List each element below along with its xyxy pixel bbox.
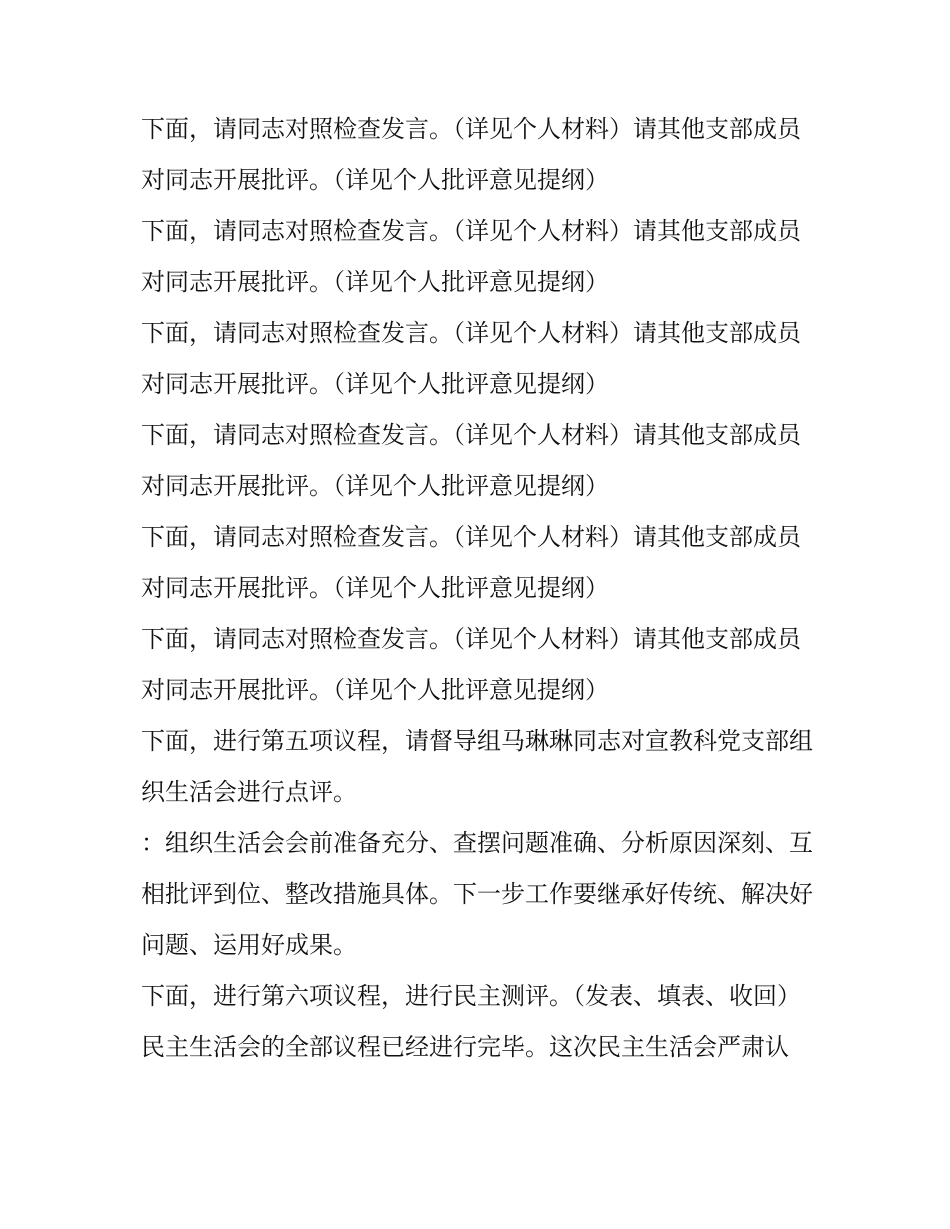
paragraph-agenda-item-5: 下面，进行第五项议程，请督导组马琳琳同志对宣教科党支部组织生活会进行点评。 bbox=[141, 727, 813, 806]
document-body bbox=[141, 104, 821, 1073]
paragraph-self-review-1: 下面，请同志对照检查发言。（详见个人材料）请其他支部成员对同志开展批评。（详见个人批评意见提纲） bbox=[141, 115, 801, 194]
paragraph-self-review-3: 下面，请同志对照检查发言。（详见个人材料）请其他支部成员对同志开展批评。（详见个人批评意见提纲） bbox=[141, 319, 801, 398]
paragraph-closing: 民主生活会的全部议程已经进行完毕。这次民主生活会严肃认 bbox=[141, 1033, 789, 1061]
paragraph-self-review-4: 下面，请同志对照检查发言。（详见个人材料）请其他支部成员对同志开展批评。（详见个人批评意见提纲） bbox=[141, 421, 801, 500]
paragraph-self-review-5: 下面，请同志对照检查发言。（详见个人材料）请其他支部成员对同志开展批评。（详见个人批评意见提纲） bbox=[141, 523, 801, 602]
paragraph-self-review-2: 下面，请同志对照检查发言。（详见个人材料）请其他支部成员对同志开展批评。（详见个人批评意见提纲） bbox=[141, 217, 801, 296]
paragraph-review-comments: ：组织生活会会前准备充分、查摆问题准确、分析原因深刻、互相批评到位、整改措施具体。下一步工作要继承好传统、解决好问题、运用好成果。 bbox=[141, 829, 813, 959]
paragraph-self-review-6: 下面，请同志对照检查发言。（详见个人材料）请其他支部成员对同志开展批评。（详见个人批评意见提纲） bbox=[141, 625, 801, 704]
paragraph-agenda-item-6: 下面，进行第六项议程，进行民主测评。（发表、填表、收回） bbox=[141, 982, 801, 1010]
